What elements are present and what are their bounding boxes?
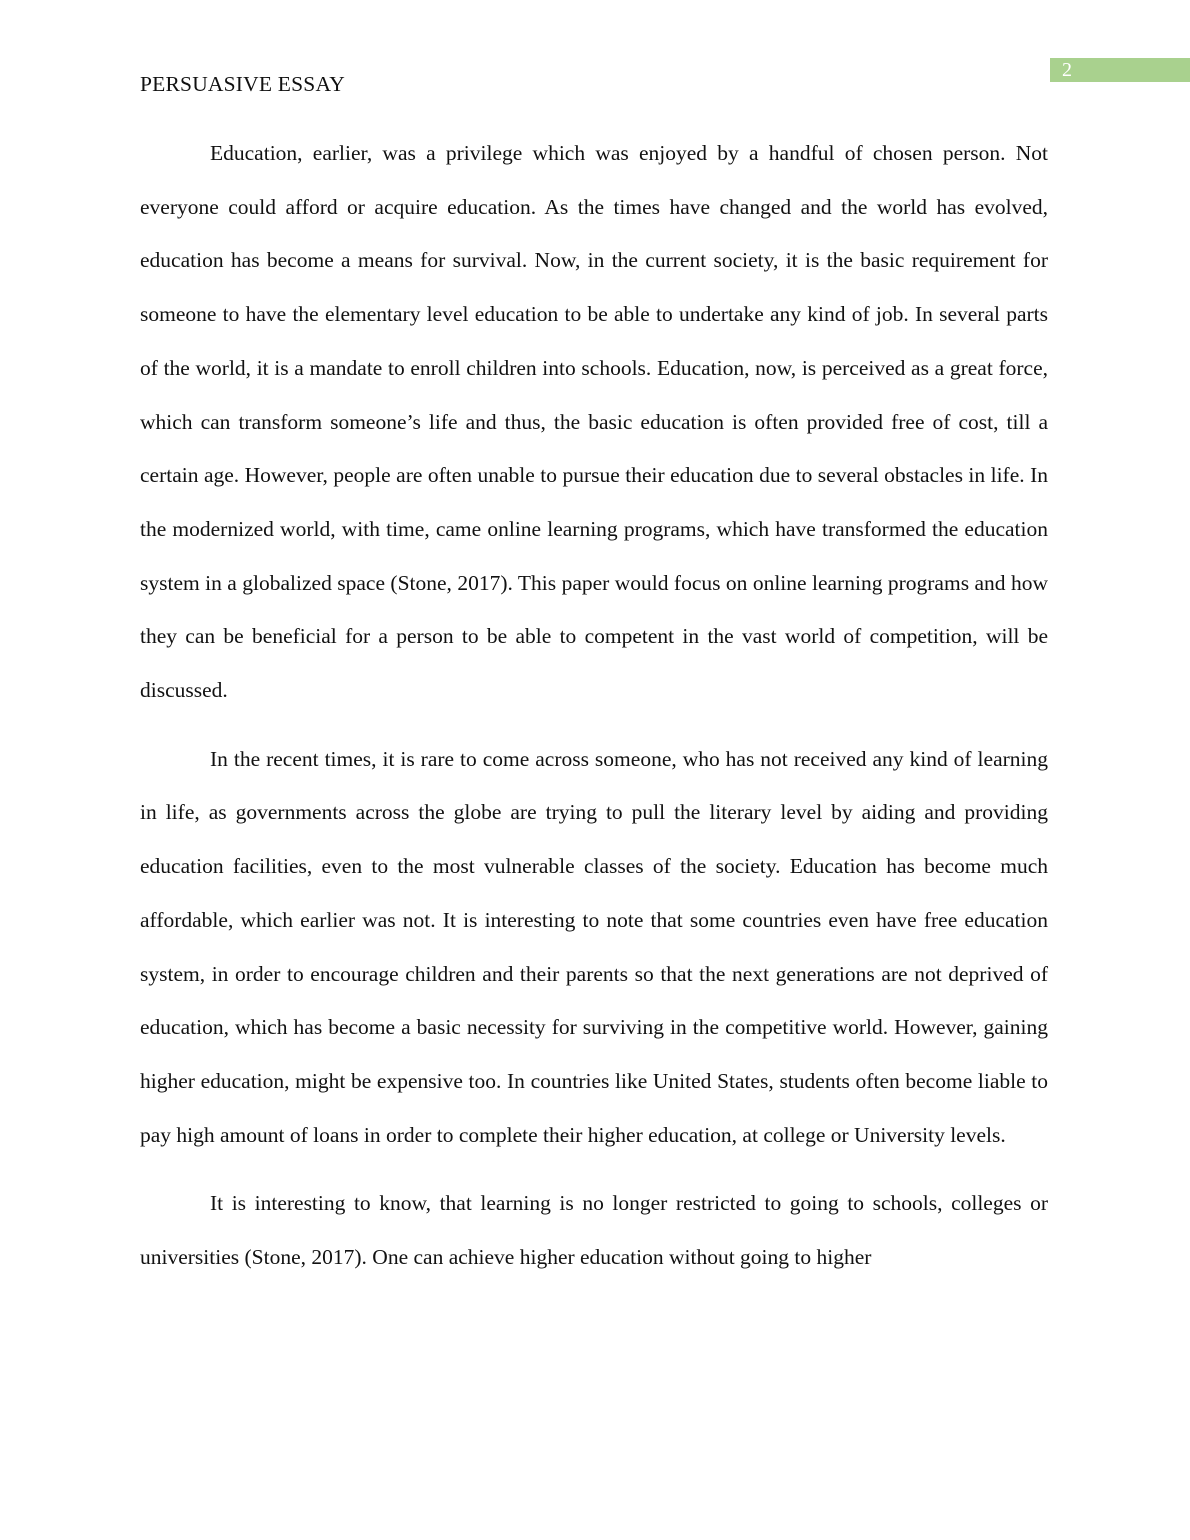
essay-body: [140, 127, 1048, 1300]
paragraph-1: Education, earlier, was a privilege which was enjoyed by a handful of chosen person. Not everyone could afford or acquire education. As the times have changed and the world has evolved, education has become a means for survival. Now, in the current society, it is the basic requirement for someone to have the elementary level education to be able to undertake any kind of job. In several parts of the world, it is a mandate to enroll children into schools. Education, now, is perceived as a great force, which can transform someone’s life and thus, the basic education is often provided free of cost, till a certain age. However, people are often unable to pursue their education due to several obstacles in life. In the modernized world, with time, came online learning programs, which have transformed the education system in a globalized space (Stone, 2017). This paper would focus on online learning programs and how they can be beneficial for a person to be able to competent in the vast world of competition, will be discussed.: [140, 141, 1048, 703]
page-number-bar: [1050, 58, 1190, 82]
paragraph-3: It is interesting to know, that learning is no longer restricted to going to schools, colleges or universities (Stone, 2017). One can achieve higher education without going to higher: [140, 1191, 1048, 1270]
page-number: 2: [1062, 59, 1072, 81]
paragraph-2: In the recent times, it is rare to come across someone, who has not received any kind of learning in life, as governments across the globe are trying to pull the literary level by aiding and providing education facilities, even to the most vulnerable classes of the society. Education has become much affordable, which earlier was not. It is interesting to note that some countries even have free education system, in order to encourage children and their parents so that the next generations are not deprived of education, which has become a basic necessity for surviving in the competitive world. However, gaining higher education, might be expensive too. In countries like United States, students often become liable to pay high amount of loans in order to complete their higher education, at college or University levels.: [140, 746, 1048, 1147]
running-head: PERSUASIVE ESSAY: [140, 72, 345, 96]
